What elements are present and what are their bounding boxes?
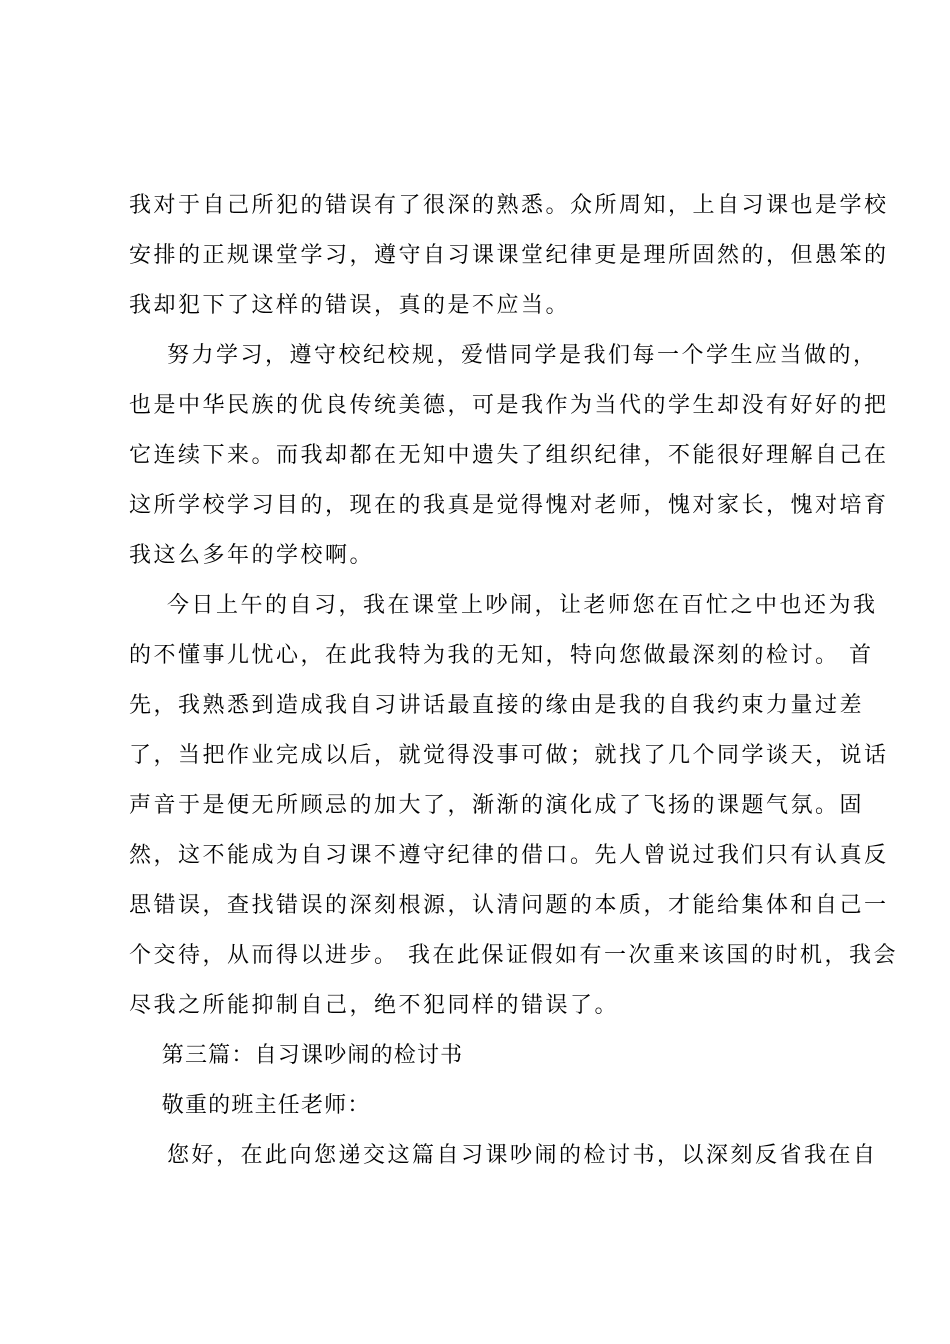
- document-body: [129, 181, 898, 1181]
- text-line: 我这么多年的学校啊。: [129, 543, 375, 568]
- text-line: 尽我之所能抑制自己，绝不犯同样的错误了。: [129, 993, 620, 1018]
- text-line: 了，当把作业完成以后，就觉得没事可做；就找了几个同学谈天，说话: [129, 743, 889, 768]
- text-line: 努力学习，遵守校纪校规，爱惜同学是我们每一个学生应当做的，: [129, 343, 878, 368]
- text-line: 我却犯下了这样的错误，真的是不应当。: [129, 293, 571, 318]
- text-line: 安排的正规课堂学习，遵守自习课课堂纪律更是理所固然的，但愚笨的: [129, 243, 889, 268]
- text-line: 个交待，从而得以进步。 我在此保证假如有一次重来该国的时机，我会: [129, 943, 898, 968]
- text-line: 思错误，查找错误的深刻根源，认清问题的本质，才能给集体和自己一: [129, 893, 889, 918]
- text-line: 今日上午的自习，我在课堂上吵闹，让老师您在百忙之中也还为我: [129, 593, 878, 618]
- salutation: 敬重的班主任老师：: [129, 1093, 371, 1118]
- text-line: 的不懂事儿忧心，在此我特为我的无知，特向您做最深刻的检讨。 首: [129, 643, 874, 668]
- text-line: 这所学校学习目的，现在的我真是觉得愧对老师，愧对家长，愧对培育: [129, 493, 889, 518]
- text-line: 它连续下来。而我却都在无知中遗失了组织纪律，不能很好理解自己在: [129, 443, 889, 468]
- section-heading: 第三篇：自习课吵闹的检讨书: [129, 1043, 464, 1068]
- text-line: 您好，在此向您递交这篇自习课吵闹的检讨书，以深刻反省我在自: [129, 1143, 878, 1168]
- text-line: 我对于自己所犯的错误有了很深的熟悉。众所周知，上自习课也是学校: [129, 193, 889, 218]
- text-line: 先，我熟悉到造成我自习讲话最直接的缘由是我的自我约束力量过差: [129, 693, 865, 718]
- text-line: 声音于是便无所顾忌的加大了，渐渐的演化成了飞扬的课题气氛。固: [129, 793, 865, 818]
- text-line: 也是中华民族的优良传统美德，可是我作为当代的学生却没有好好的把: [129, 393, 889, 418]
- text-line: 然，这不能成为自习课不遵守纪律的借口。先人曾说过我们只有认真反: [129, 843, 889, 868]
